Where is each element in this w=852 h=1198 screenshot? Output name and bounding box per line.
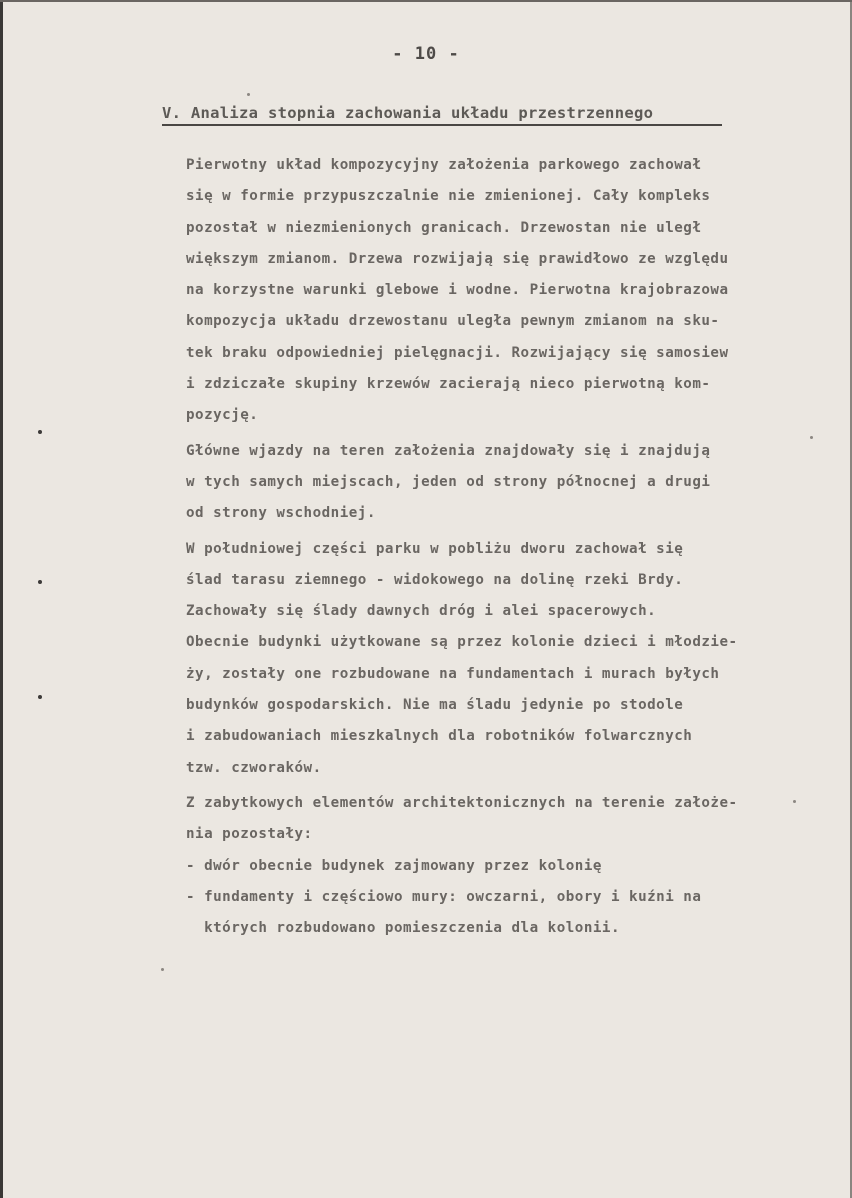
text-line: od strony wschodniej. [186, 505, 376, 522]
section-heading: V. Analiza stopnia zachowania układu przestrzennego [162, 104, 722, 126]
text-line: tek braku odpowiedniej pielęgnacji. Rozwijający się samosiew [186, 344, 729, 361]
scan-speck [247, 93, 250, 96]
text-line: Pierwotny układ kompozycyjny założenia parkowego zachował [186, 157, 702, 173]
text-line: na korzystne warunki glebowe i wodne. Pierwotna krajobrazowa [186, 282, 729, 299]
text-line: ślad tarasu ziemnego - widokowego na dolinę rzeki Brdy. [186, 571, 684, 588]
text-line: tzw. czworaków. [186, 759, 322, 776]
text-line: budynków gospodarskich. Nie ma śladu jedynie po stodole [186, 697, 684, 714]
scan-edge-top [0, 0, 852, 2]
text-line: - dwór obecnie budynek zajmowany przez kolonię [186, 857, 602, 874]
text-line: ży, zostały one rozbudowane na fundamentach i murach byłych [186, 665, 720, 682]
text-line: się w formie przypuszczalnie nie zmienionej. Cały kompleks [186, 188, 711, 205]
text-line: których rozbudowano pomieszczenia dla kolonii. [186, 920, 620, 937]
punch-hole-mark [38, 580, 42, 584]
paragraph [186, 788, 816, 944]
scan-edge-left [0, 0, 3, 1198]
paragraph [186, 534, 816, 784]
text-line: Główne wjazdy na teren założenia znajdowały się i znajdują [186, 442, 711, 459]
paragraph [186, 150, 816, 432]
text-line: nia pozostały: [186, 826, 313, 843]
text-line: pozostał w niezmienionych granicach. Drzewostan nie uległ [186, 219, 702, 236]
text-line: kompozycja układu drzewostanu uległa pewnym zmianom na sku- [186, 313, 720, 330]
text-line: W południowej części parku w pobliżu dworu zachował się [186, 540, 684, 557]
body-text [186, 150, 816, 944]
text-line: i zdziczałe skupiny krzewów zacierają nieco pierwotną kom- [186, 376, 711, 393]
page-number: - 10 - [392, 44, 460, 64]
text-line: Obecnie budynki użytkowane są przez kolonie dzieci i młodzie- [186, 634, 738, 651]
text-line: pozycję. [186, 407, 259, 424]
text-line: i zabudowaniach mieszkalnych dla robotników folwarcznych [186, 728, 693, 745]
punch-hole-mark [38, 695, 42, 699]
text-line: Zachowały się ślady dawnych dróg i alei spacerowych. [186, 603, 657, 620]
scan-speck [161, 968, 164, 971]
text-line: Z zabytkowych elementów architektonicznych na terenie założe- [186, 794, 738, 811]
punch-hole-mark [38, 430, 42, 434]
text-line: - fundamenty i częściowo mury: owczarni, obory i kuźni na [186, 888, 702, 905]
text-line: większym zmianom. Drzewa rozwijają się prawidłowo ze względu [186, 250, 729, 267]
paragraph [186, 436, 816, 530]
text-line: w tych samych miejscach, jeden od strony północnej a drugi [186, 473, 711, 490]
